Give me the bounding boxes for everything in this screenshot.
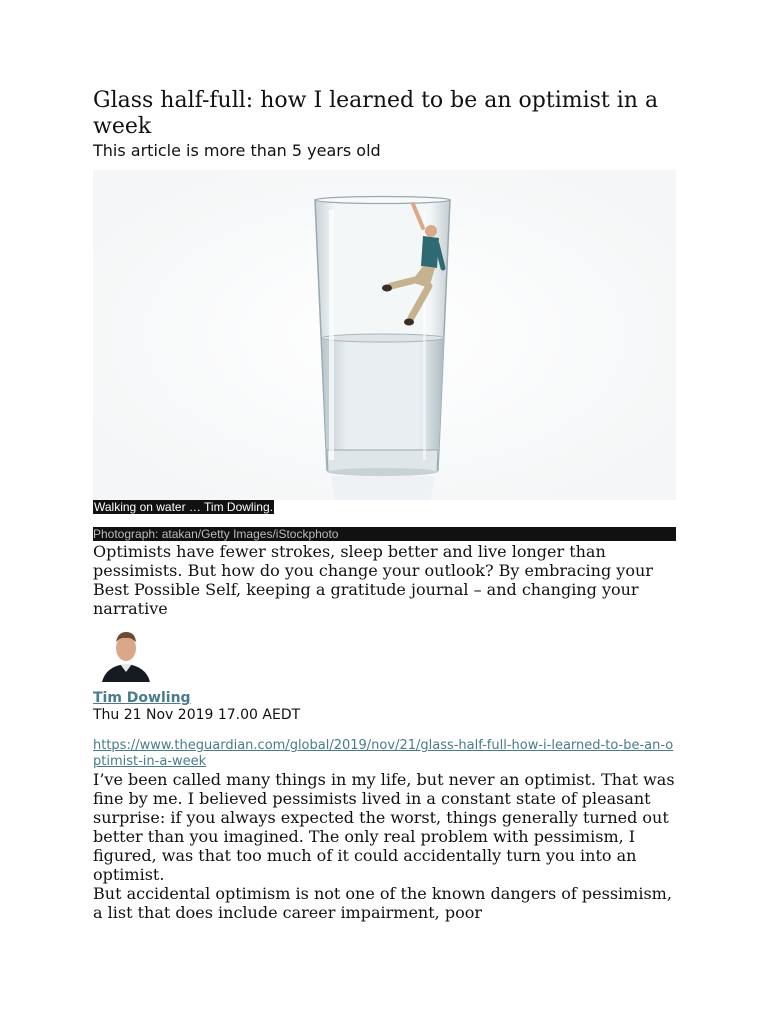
body-paragraph: But accidental optimism is not one of the known dangers of pessimism, a list that does include career impairment, poor <box>93 884 672 922</box>
article-standfirst: Optimists have fewer strokes, sleep better and live longer than pessimists. But how do you change your outlook? By embracing your Best Possible Self, keeping a gratitude journal – and changing your narrative <box>93 542 653 618</box>
article-age-note: This article is more than 5 years old <box>93 141 381 160</box>
publish-date: Thu 21 Nov 2019 17.00 AEDT <box>93 707 301 723</box>
article <box>93 88 676 922</box>
article-headline: Glass half-full: how I learned to be an optimist in a week <box>93 88 659 139</box>
author-avatar <box>98 624 154 682</box>
article-url-link[interactable]: https://www.theguardian.com/global/2019/nov/21/glass-half-full-how-i-learned-to-be-an-optimist-in-a-week <box>93 738 674 769</box>
image-caption <box>93 500 676 514</box>
body-paragraph: I’ve been called many things in my life, but never an optimist. That was fine by me. I believed pessimists lived in a constant state of pleasant surprise: if you always expected the worst, things generally turned out better than you imagined. The only real problem with pessimism, I figured, was that too much of it could accidentally turn you into an optimist. <box>93 770 675 884</box>
image-caption-text: Walking on water … Tim Dowling. <box>94 500 273 514</box>
hero-image-glass <box>93 170 676 500</box>
author-link[interactable]: Tim Dowling <box>93 690 191 706</box>
image-credit: Photograph: atakan/Getty Images/iStockphoto <box>93 527 676 541</box>
glass-illustration <box>93 170 676 500</box>
